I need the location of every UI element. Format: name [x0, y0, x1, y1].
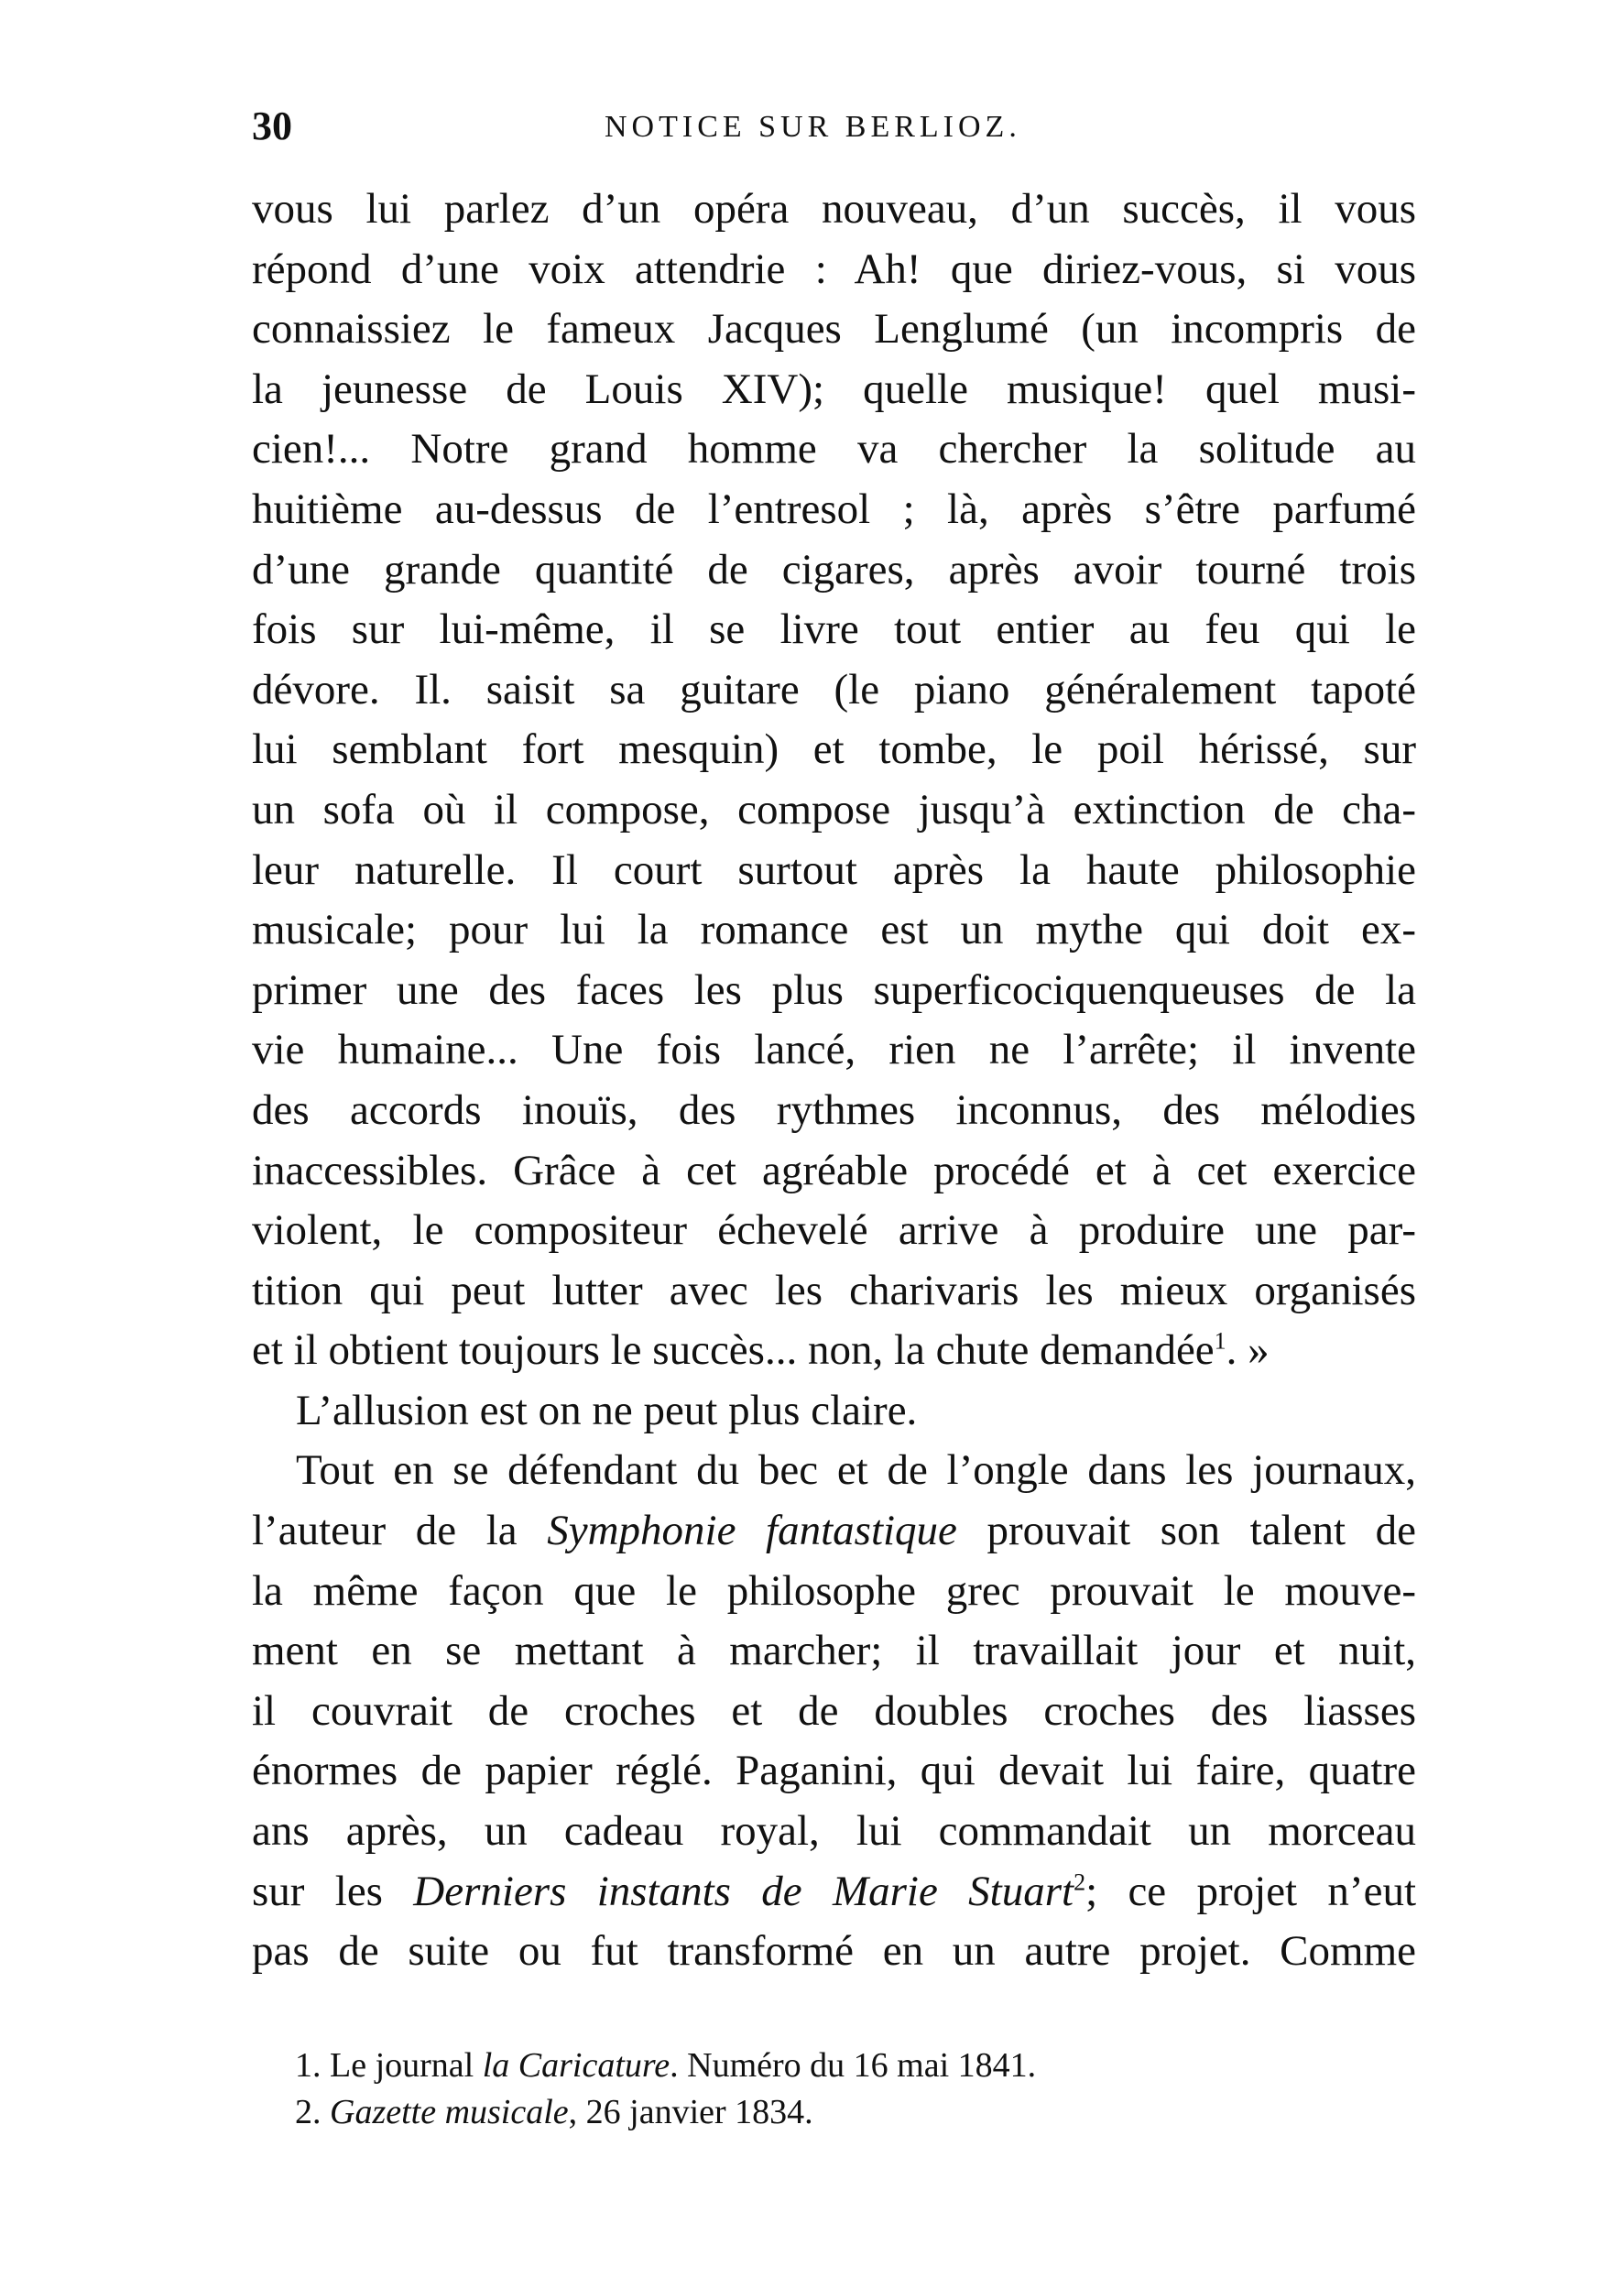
text-run: pas de suite ou fut transformé en un autre projet. Comme	[252, 1927, 1416, 1976]
text-line	[252, 1081, 1416, 1141]
text-run: la jeunesse de Louis XIV); quelle musique! quel musi-	[252, 365, 1416, 413]
text-line	[252, 841, 1416, 901]
text-line	[252, 540, 1416, 601]
text-run: la même façon que le philosophe grec prouvait le mouve-	[252, 1566, 1416, 1615]
text-run: violent, le compositeur échevelé arrive à produire une par-	[252, 1206, 1416, 1255]
text-line	[252, 419, 1416, 480]
text-run: l’auteur de la	[252, 1507, 548, 1555]
running-title: NOTICE SUR BERLIOZ.	[605, 110, 1021, 144]
text-run: lui semblant fort mesquin) et tombe, le poil hérissé, sur	[252, 725, 1416, 774]
text-run: ment en se mettant à marcher; il travaillait jour et nuit,	[252, 1627, 1416, 1675]
text-run: musicale; pour lui la romance est un mythe qui doit ex-	[252, 906, 1416, 954]
text-run: vous lui parlez d’un opéra nouveau, d’un succès, il vous	[252, 185, 1416, 233]
italic-title: Derniers instants de Marie Stuart	[413, 1867, 1074, 1915]
text-line	[252, 1441, 1416, 1501]
text-line	[252, 1321, 1416, 1381]
text-line	[252, 1381, 1416, 1442]
text-run: cien!... Notre grand homme va chercher la solitude au	[252, 425, 1416, 474]
text-run: primer une des faces les plus superficociquenqueuses de la	[252, 965, 1416, 1014]
text-run: inaccessibles. Grâce à cet agréable procédé et à cet exercice	[252, 1146, 1416, 1194]
text-line	[252, 1682, 1416, 1742]
text-run: vie humaine... Une fois lancé, rien ne l’arrête; il invente	[252, 1026, 1416, 1074]
footnote	[295, 2043, 1036, 2089]
text-line	[252, 180, 1416, 240]
footnote	[295, 2089, 1036, 2136]
text-run: . Numéro du 16 mai 1841.	[670, 2046, 1037, 2085]
text-run: ; ce projet n’eut	[1085, 1867, 1416, 1915]
text-line	[252, 1862, 1416, 1923]
text-line	[252, 480, 1416, 540]
text-line	[252, 900, 1416, 961]
italic-title: Gazette musicale	[330, 2093, 569, 2131]
text-run: 2.	[295, 2093, 330, 2131]
italic-title: Symphonie fantastique	[547, 1507, 957, 1555]
running-header	[252, 103, 1416, 148]
text-line	[252, 300, 1416, 360]
text-run: dévore. Il. saisit sa guitare (le piano généralement tapoté	[252, 665, 1416, 714]
text-line	[252, 720, 1416, 780]
text-line	[252, 600, 1416, 660]
text-line	[252, 1562, 1416, 1622]
text-run: un sofa où il compose, compose jusqu’à extinction de cha-	[252, 785, 1416, 833]
italic-title: la Caricature	[482, 2046, 670, 2085]
text-run: , 26 janvier 1834.	[568, 2093, 813, 2131]
text-run: tition qui peut lutter avec les charivaris les mieux organisés	[252, 1266, 1416, 1314]
text-line	[252, 360, 1416, 420]
text-run: énormes de papier réglé. Paganini, qui devait lui faire, quatre	[252, 1747, 1416, 1795]
footnote-reference: 2	[1074, 1868, 1086, 1895]
text-line	[252, 1020, 1416, 1081]
text-line	[252, 240, 1416, 300]
text-run: Tout en se défendant du bec et de l’ongle dans les journaux,	[296, 1446, 1416, 1495]
text-run: connaissiez le fameux Jacques Lenglumé (un incompris de	[252, 305, 1416, 354]
text-run: d’une grande quantité de cigares, après avoir tourné trois	[252, 545, 1416, 594]
text-run: . »	[1226, 1326, 1270, 1375]
text-line	[252, 1802, 1416, 1862]
text-run: et il obtient toujours le succès... non, la chute demandée	[252, 1326, 1215, 1375]
text-line	[252, 1621, 1416, 1682]
page-number: 30	[252, 104, 292, 148]
text-line	[252, 1201, 1416, 1261]
text-run: répond d’une voix attendrie : Ah! que diriez-vous, si vous	[252, 245, 1416, 293]
text-line	[252, 961, 1416, 1021]
text-line	[252, 1261, 1416, 1322]
text-line	[252, 1741, 1416, 1802]
body-text	[252, 180, 1416, 1982]
text-run: fois sur lui-même, il se livre tout entier au feu qui le	[252, 605, 1416, 654]
text-run: 1. Le journal	[295, 2046, 483, 2085]
text-run: des accords inouïs, des rythmes inconnus, des mélodies	[252, 1085, 1416, 1134]
text-line	[252, 1141, 1416, 1202]
text-run: il couvrait de croches et de doubles croches des liasses	[252, 1686, 1416, 1735]
text-run: ans après, un cadeau royal, lui commandait un morceau	[252, 1807, 1416, 1856]
text-line	[252, 660, 1416, 721]
text-line	[252, 1922, 1416, 1982]
footnotes	[295, 2043, 1036, 2136]
text-line	[252, 780, 1416, 841]
text-run: leur naturelle. Il court surtout après la haute philosophie	[252, 845, 1416, 894]
text-run: L’allusion est on ne peut plus claire.	[296, 1386, 918, 1434]
text-run: sur les	[252, 1867, 414, 1915]
footnote-reference: 1	[1214, 1327, 1226, 1355]
text-run: prouvait son talent de	[956, 1507, 1416, 1555]
text-line	[252, 1501, 1416, 1562]
text-run: huitième au-dessus de l’entresol ; là, après s’être parfumé	[252, 485, 1416, 533]
